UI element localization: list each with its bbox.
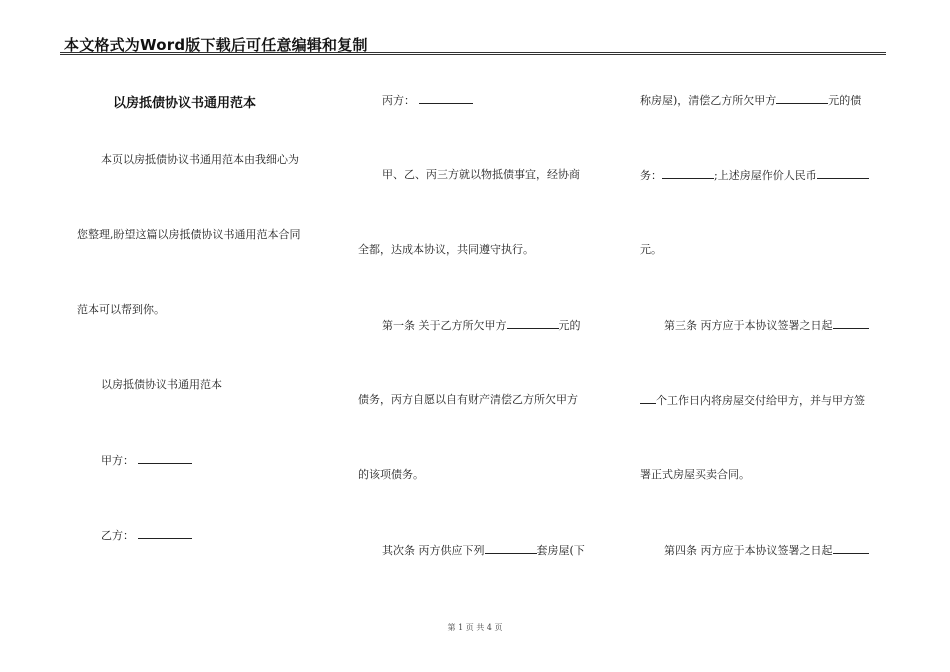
party-b-line xyxy=(101,528,192,543)
paragraph-line: 的该项债务。 xyxy=(358,468,424,481)
clause-3-text: 第三条 丙方应于本协议签署之日起 xyxy=(664,319,833,332)
fill-blank xyxy=(419,93,473,104)
fill-blank xyxy=(662,168,714,179)
paragraph-line: 范本可以帮到你。 xyxy=(77,303,165,316)
header-rule-bottom xyxy=(60,54,886,55)
party-c-line xyxy=(382,93,473,108)
fill-blank xyxy=(817,168,869,179)
clause-2-text: 其次条 丙方供应下列 xyxy=(382,544,485,557)
fill-blank xyxy=(507,318,559,329)
text-segment: 称房屋)，清偿乙方所欠甲方 xyxy=(640,94,777,107)
clause-1-line xyxy=(382,318,581,333)
paragraph-line: 您整理,盼望这篇以房抵债协议书通用范本合同 xyxy=(77,228,301,241)
paragraph-line: 本页以房抵债协议书通用范本由我细心为 xyxy=(101,153,299,166)
party-a-line xyxy=(101,453,192,468)
header-rule-top xyxy=(60,52,886,53)
page-indicator: 第 1 页 共 4 页 xyxy=(447,623,503,632)
paragraph-line-with-blank xyxy=(640,393,865,408)
party-a-label: 甲方： xyxy=(101,454,134,467)
clause-4-text: 第四条 丙方应于本协议签署之日起 xyxy=(664,544,833,557)
clause-4-line xyxy=(664,543,869,558)
fill-blank xyxy=(138,528,192,539)
fill-blank xyxy=(485,543,537,554)
document-title: 以房抵债协议书通用范本 xyxy=(113,96,257,111)
paragraph-line: 以房抵债协议书通用范本 xyxy=(101,378,222,391)
text-segment: 个工作日内将房屋交付给甲方，并与甲方签 xyxy=(656,394,865,407)
clause-1-text: 第一条 关于乙方所欠甲方 xyxy=(382,319,507,332)
text-segment: 务： xyxy=(640,169,662,182)
fill-blank xyxy=(138,453,192,464)
fill-blank xyxy=(640,393,656,404)
party-c-label: 丙方： xyxy=(382,94,415,107)
paragraph-line: 署正式房屋买卖合同。 xyxy=(640,468,750,481)
paragraph-line: 全都，达成本协议，共同遵守执行。 xyxy=(358,243,534,256)
fill-blank xyxy=(833,543,869,554)
text-segment: 元的债 xyxy=(828,94,862,107)
clause-3-line xyxy=(664,318,869,333)
paragraph-line: 甲、乙、丙三方就以物抵债事宜，经协商 xyxy=(382,168,580,181)
header-text: 本文格式为Word版下载后可任意编辑和复制 xyxy=(64,36,368,54)
paragraph-line: 债务，丙方自愿以自有财产清偿乙方所欠甲方 xyxy=(358,393,578,406)
clause-2-suffix: 套房屋(下 xyxy=(536,544,585,557)
party-b-label: 乙方： xyxy=(101,529,134,542)
fill-blank xyxy=(776,93,828,104)
fill-blank xyxy=(833,318,869,329)
clause-1-suffix: 元的 xyxy=(558,319,581,332)
clause-2-line xyxy=(382,543,585,558)
paragraph-line: 元。 xyxy=(640,243,662,256)
paragraph-line-with-blank xyxy=(640,93,861,108)
text-segment: ;上述房屋作价人民币 xyxy=(714,169,817,182)
paragraph-line-with-blank xyxy=(640,168,869,183)
